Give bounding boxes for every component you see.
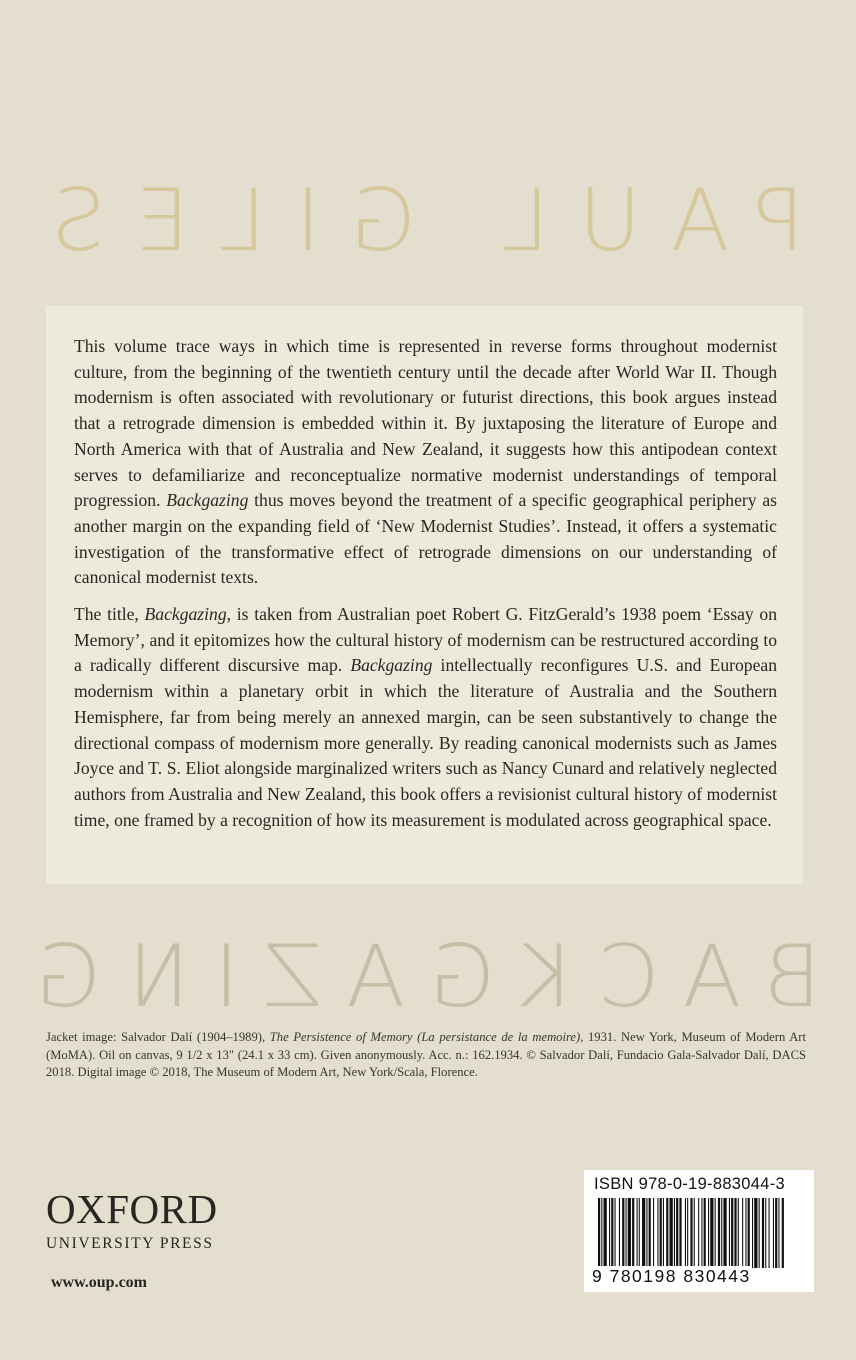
barcode-bar (765, 1198, 766, 1268)
barcode-bar (601, 1198, 602, 1276)
barcode-bar (745, 1198, 746, 1268)
barcode-bar (704, 1198, 706, 1268)
barcode-bar (657, 1198, 658, 1268)
barcode-bar (738, 1198, 739, 1268)
barcode-bar (731, 1198, 733, 1268)
blurb-paragraph-1: This volume trace ways in which time is represented in reverse forms throughout modernist culture, from the beginning of the twentieth century until the decade after World War II. Though modernism is often associated with revolutionary or futurist directions, this book argues instead that a retrograde dimension is embedded within it. By juxtaposing the literature of Europe and North America with that of Australia and New Zealand, it suggests how this antipodean context serves to defamiliarize and reconceptualize normative modernist understandings of temporal progression. Backgazing thus moves beyond the treatment of a specific geographical periphery as another margin on the expanding field of ‘New Modernist Studies’. Instead, it offers a systematic investigation of the transformative effect of retrograde dimensions on our understanding of canonical modernist texts. (74, 336, 778, 588)
publisher-subtitle: UNIVERSITY PRESS (46, 1235, 214, 1252)
barcode-bar (752, 1198, 753, 1268)
barcode-bar (718, 1198, 720, 1268)
barcode-bar (663, 1198, 664, 1268)
barcode-bar (609, 1198, 610, 1268)
barcode-bar (666, 1198, 668, 1268)
barcode-bar (694, 1198, 695, 1276)
blurb-panel (46, 306, 803, 884)
isbn-barcode (584, 1170, 814, 1292)
barcode-bar (660, 1198, 662, 1268)
barcode-bar (715, 1198, 716, 1268)
barcode-bar (729, 1198, 730, 1268)
barcode-bar (687, 1198, 688, 1268)
barcode-bar (649, 1198, 651, 1268)
barcode-bar (679, 1198, 681, 1268)
barcode-bar (639, 1198, 640, 1268)
barcode-bar (646, 1198, 647, 1268)
barcode-bar (762, 1198, 764, 1268)
author-name-mirrored: PAUL GILES (22, 171, 805, 271)
barcode-bar (782, 1198, 784, 1268)
barcode-bar (628, 1198, 631, 1268)
barcode-bar (611, 1198, 613, 1268)
barcode-bar (708, 1198, 709, 1268)
barcode-bar (759, 1198, 760, 1268)
barcode-bar (698, 1198, 699, 1276)
barcode-bar (637, 1198, 638, 1268)
barcode-bar (674, 1198, 675, 1268)
barcode-bar (748, 1198, 750, 1268)
barcode-bar (632, 1198, 634, 1268)
barcode-bar (690, 1198, 692, 1268)
barcode-bar (778, 1198, 779, 1268)
barcode-bar (773, 1198, 774, 1268)
isbn-label: ISBN 978-0-19-883044-3 (594, 1175, 785, 1193)
barcode-bar (604, 1198, 607, 1268)
barcode-digits: 9 780198 830443 (592, 1266, 751, 1286)
publisher-website: www.oup.com (51, 1274, 148, 1291)
barcode-bar (685, 1198, 686, 1268)
barcode-bar (626, 1198, 627, 1268)
barcode-bar (622, 1198, 624, 1268)
barcode-bar (615, 1198, 616, 1268)
barcode-bar (723, 1198, 726, 1268)
barcode-bar (642, 1198, 645, 1268)
barcode-bar (775, 1198, 777, 1268)
barcode-bar (598, 1198, 600, 1276)
barcode-bar (619, 1198, 620, 1268)
barcode-bar (670, 1198, 673, 1268)
barcode-bar (721, 1198, 722, 1268)
barcode-bar (710, 1198, 713, 1268)
barcode-bar (734, 1198, 736, 1268)
barcode-bar (769, 1198, 770, 1268)
blurb-paragraph-2: The title, Backgazing, is taken from Australian poet Robert G. FitzGerald’s 1938 poem ‘Essay on Memory’, and it epitomizes how the cultural history of modernism can be restructured according to a radically different discursive map. Backgazing intellectually reconfigures U.S. and European modernism within a planetary orbit in which the literature of Australia and the Southern Hemisphere, far from being merely an annexed margin, can be seen substantively to change the directional compass of modernism more generally. By reading canonical modernists such as James Joyce and T. S. Eliot alongside marginalized writers such as Nancy Cunard and relatively neglected authors from Australia and New Zealand, this book offers a revisionist cultural history of modernist time, one framed by a recognition of how its measurement is modulated across geographical space. (74, 604, 777, 830)
book-title-mirrored: BACKGAZING (10, 927, 822, 1027)
barcode-bar (676, 1198, 678, 1268)
barcode-bar (754, 1198, 757, 1268)
publisher-name: OXFORD (46, 1186, 218, 1232)
jacket-image-credit: Jacket image: Salvador Dalí (1904–1989), The Persistence of Memory (La persistance de la memoire), 1931. New York, Museum of Modern Art (MoMA). Oil on canvas, 9 1/2 x 13" (24.1 x 33 cm). Given anonymously. Acc. n.: 162.1934. © Salvador Dalí, Fundacio Gala-Salvador Dalí, DACS 2018. Digital image © 2018, The Museum of Modern Art, New York/Scala, Florence. (46, 1030, 807, 1079)
publisher-logo (46, 1188, 256, 1254)
barcode-bar (701, 1198, 702, 1268)
barcode-bar (653, 1198, 654, 1268)
barcode-bars (592, 1198, 806, 1276)
barcode-bar (742, 1198, 743, 1268)
